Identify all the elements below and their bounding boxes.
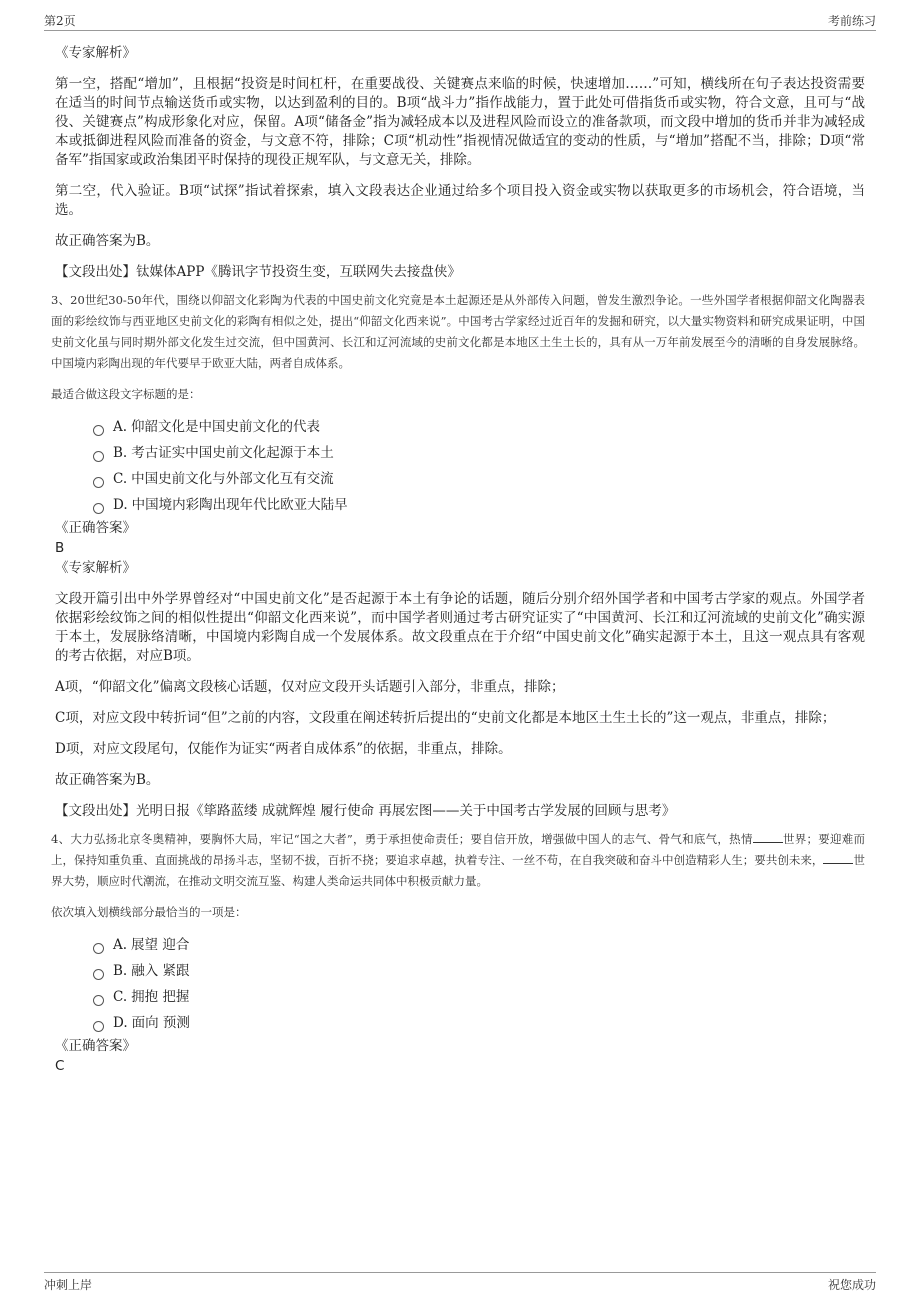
document-body: [51, 44, 865, 1076]
q4-prompt: 依次填入划横线部分最恰当的一项是：: [51, 905, 247, 919]
blank-2: [823, 851, 853, 864]
q4-options: [93, 932, 865, 1036]
q3-conclusion: 故正确答案为B。: [55, 772, 160, 788]
radio-icon[interactable]: [93, 451, 104, 462]
q2-conclusion: 故正确答案为B。: [55, 233, 160, 249]
q4-option-d[interactable]: D. 面向 预测: [93, 1010, 865, 1036]
q3-question-text: 3、20世纪30-50年代，围绕以仰韶文化彩陶为代表的中国史前文化究竟是本土起源还是从外部传入问题，曾发生激烈争论。一些外国学者根据仰韶文化陶器表面的彩绘纹饰与西亚地区史前文化的彩陶有相似之处，提出“仰韶文化西来说”。中国考古学家经过近百年的发掘和研究，以大量实物资料和研究成果证明，中国史前文化虽与同时期外部文化发生过交流，但中国黄河、长江和辽河流域的史前文化都是本地区土生土长的，具有从一万年前发展至今的清晰的自身发展脉络。中国境内彩陶出现的年代要早于欧亚大陆，两者自成体系。: [51, 293, 865, 370]
blank-1: [753, 830, 783, 843]
q3-prompt: 最适合做这段文字标题的是：: [51, 387, 201, 401]
radio-icon[interactable]: [93, 425, 104, 436]
q4-answer: C: [55, 1058, 65, 1074]
q3-analysis-paragraph-1: 文段开篇引出中外学界曾经对“中国史前文化”是否起源于本土有争论的话题，随后分别介绍外国学者和中国考古学家的观点。外国学者依据彩绘纹饰之间的相似性提出“仰韶文化西来说”，而中国学者则通过考古研究证实了“中国黄河、长江和辽河流域的史前文化”确实源于本土，发展脉络清晰，中国境内彩陶自成一个发展体系。故文段重点在于介绍“中国史前文化”确实起源于本土，且这一观点具有客观的考古依据，对应B项。: [55, 591, 865, 664]
radio-icon[interactable]: [93, 477, 104, 488]
header-title: 考前练习: [827, 14, 876, 28]
q3-options: [93, 414, 865, 518]
q3-option-c[interactable]: C. 中国史前文化与外部文化互有交流: [93, 466, 865, 492]
q4-option-b[interactable]: B. 融入 紧跟: [93, 958, 865, 984]
q4-answer-label: 《正确答案》: [55, 1038, 136, 1054]
q2-analysis-paragraph-1: 第一空，搭配“增加”，且根据“投资是时间杠杆，在重要战役、关键赛点来临的时候，快速增加……”可知，横线所在句子表达投资需要在适当的时间节点输送货币或实物，以达到盈利的目的。B项“战斗力”指作战能力，置于此处可借指货币或实物，符合文意，且可与“战役、关键赛点”构成形象化对应，保留。A项“储备金”指为减轻成本以及进程风险而设立的准备款项，而文段中增加的货币并非为减轻成本或抵御进程风险而准备的资金，与文意不符，排除；C项“机动性”指视情况做适宜的变动的性质，与“增加”搭配不当，排除；D项“常备军”指国家或政治集团平时保持的现役正规军队，与文意无关，排除。: [55, 76, 865, 168]
q3-option-b[interactable]: B. 考古证实中国史前文化起源于本土: [93, 440, 865, 466]
radio-icon[interactable]: [93, 969, 104, 980]
q3-option-d[interactable]: D. 中国境内彩陶出现年代比欧亚大陆早: [93, 492, 865, 518]
q3-answer-label: 《正确答案》: [55, 520, 136, 536]
radio-icon[interactable]: [93, 503, 104, 514]
radio-icon[interactable]: [93, 995, 104, 1006]
page-header: [44, 12, 876, 31]
footer-left: 冲刺上岸: [44, 1278, 93, 1292]
radio-icon[interactable]: [93, 943, 104, 954]
page-number: 第2页: [44, 14, 76, 28]
footer-right: 祝您成功: [827, 1278, 876, 1292]
q3-analysis-paragraph-4: D项，对应文段尾句，仅能作为证实“两者自成体系”的依据，非重点，排除。: [55, 741, 512, 757]
q3-analysis-paragraph-2: A项，“仰韶文化”偏离文段核心话题，仅对应文段开头话题引入部分，非重点，排除；: [55, 679, 565, 695]
q3-analysis-label: 《专家解析》: [55, 560, 136, 576]
q4-option-a[interactable]: A. 展望 迎合: [93, 932, 865, 958]
q4-question-text: 4、大力弘扬北京冬奥精神，要胸怀大局，牢记“国之大者”，勇于承担使命责任；要自信开放，增强做中国人的志气、骨气和底气，热情 世界；要迎难而上，保持知重负重、直面挑战的昂扬斗志，坚韧不拔，百折不挠；要追求卓越，执着专注、一丝不苟，在自我突破和奋斗中创造精彩人生；要共创未来， 世界大势，顺应时代潮流，在推动文明交流互鉴、构建人类命运共同体中积极贡献力量。: [51, 832, 865, 888]
q3-source: 【文段出处】光明日报《筚路蓝缕 成就辉煌 履行使命 再展宏图——关于中国考古学发展的回顾与思考》: [55, 803, 676, 819]
q2-analysis-paragraph-2: 第二空，代入验证。B项“试探”指试着探索，填入文段表达企业通过给多个项目投入资金或实物以获取更多的市场机会，符合语境，当选。: [55, 183, 865, 218]
q3-answer: B: [55, 540, 65, 556]
q2-analysis-label: 《专家解析》: [55, 45, 136, 61]
radio-icon[interactable]: [93, 1021, 104, 1032]
page-footer: [44, 1272, 876, 1294]
q4-option-c[interactable]: C. 拥抱 把握: [93, 984, 865, 1010]
q3-analysis-paragraph-3: C项，对应文段中转折词“但”之前的内容，文段重在阐述转折后提出的“史前文化都是本地区土生土长的”这一观点，非重点，排除；: [55, 710, 836, 726]
q2-source: 【文段出处】钛媒体APP《腾讯字节投资生变，互联网失去接盘侠》: [55, 264, 461, 280]
q3-option-a[interactable]: A. 仰韶文化是中国史前文化的代表: [93, 414, 865, 440]
